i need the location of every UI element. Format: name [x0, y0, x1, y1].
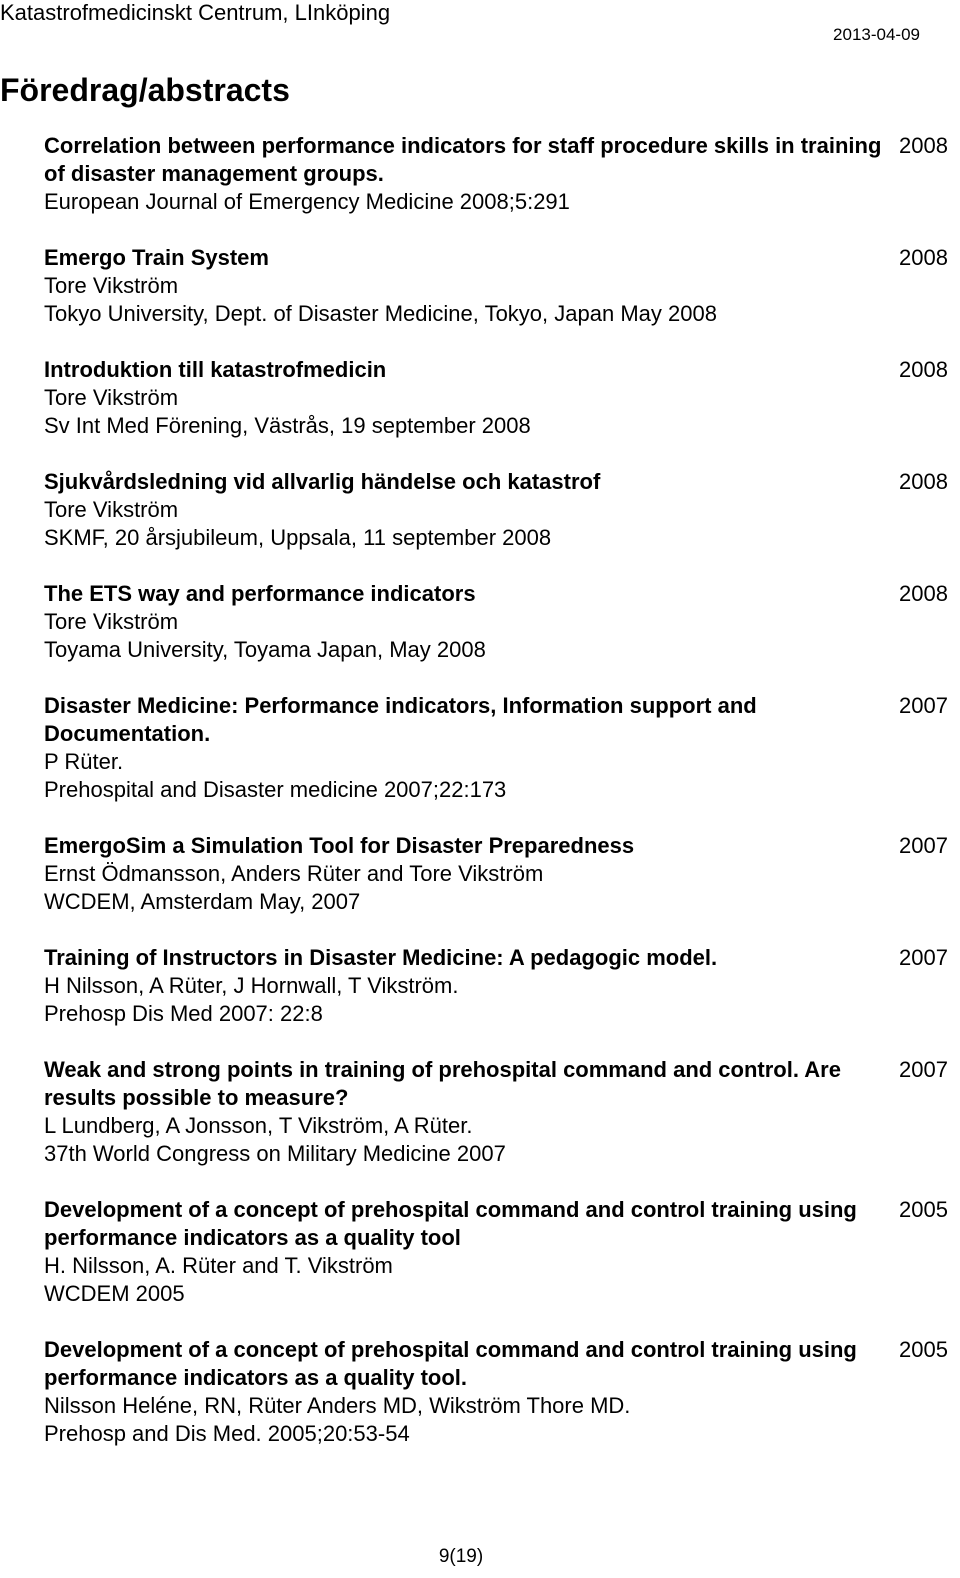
abstract-entry — [44, 1196, 956, 1308]
entry-source: Prehospital and Disaster medicine 2007;22:173 — [44, 777, 507, 802]
entry-title: Disaster Medicine: Performance indicators, Information support and Documentation. — [44, 693, 757, 746]
entry-year: 2007 — [899, 833, 948, 858]
entry-source: Toyama University, Toyama Japan, May 2008 — [44, 637, 486, 662]
entry-year: 2005 — [899, 1337, 948, 1362]
entry-year: 2008 — [899, 581, 948, 606]
entry-title: Weak and strong points in training of prehospital command and control. Are results possible to measure? — [44, 1057, 841, 1110]
entry-source: 37th World Congress on Military Medicine 2007 — [44, 1141, 506, 1166]
abstract-entry — [44, 580, 956, 664]
abstract-entry — [44, 1336, 956, 1448]
entry-title: Training of Instructors in Disaster Medicine: A pedagogic model. — [44, 945, 718, 970]
entry-title: The ETS way and performance indicators — [44, 581, 476, 606]
entry-year: 2007 — [899, 945, 948, 970]
entry-year: 2008 — [899, 133, 948, 158]
entry-source: SKMF, 20 årsjubileum, Uppsala, 11 september 2008 — [44, 525, 552, 550]
page-number: 9(19) — [438, 1546, 484, 1567]
entry-source: Tokyo University, Dept. of Disaster Medicine, Tokyo, Japan May 2008 — [44, 301, 717, 326]
entry-authors: Tore Vikström — [44, 273, 179, 298]
entry-authors: Ernst Ödmansson, Anders Rüter and Tore Vikström — [44, 861, 544, 886]
entry-title: Introduktion till katastrofmedicin — [44, 357, 387, 382]
entry-authors: Tore Vikström — [44, 385, 179, 410]
entry-title: Sjukvårdsledning vid allvarlig händelse och katastrof — [44, 469, 601, 494]
entry-title: Development of a concept of prehospital command and control training using performance indicators as a quality tool. — [44, 1337, 857, 1390]
entry-authors: H. Nilsson, A. Rüter and T. Vikström — [44, 1253, 393, 1278]
header-date: 2013-04-09 — [833, 25, 920, 44]
entry-source: Prehosp and Dis Med. 2005;20:53-54 — [44, 1421, 410, 1446]
entry-title: EmergoSim a Simulation Tool for Disaster Preparedness — [44, 833, 635, 858]
entry-authors: Tore Vikström — [44, 609, 179, 634]
entry-authors: P Rüter. — [44, 749, 124, 774]
abstract-list — [44, 132, 956, 1476]
entry-year: 2005 — [899, 1197, 948, 1222]
entry-title: Emergo Train System — [44, 245, 269, 270]
abstract-entry — [44, 244, 956, 328]
abstract-entry — [44, 692, 956, 804]
abstract-entry — [44, 132, 956, 216]
entry-year: 2008 — [899, 245, 948, 270]
page-title: Föredrag/abstracts — [0, 72, 290, 108]
abstract-entry — [44, 944, 956, 1028]
entry-authors: H Nilsson, A Rüter, J Hornwall, T Vikström. — [44, 973, 459, 998]
entry-authors: Tore Vikström — [44, 497, 179, 522]
entry-title: Correlation between performance indicators for staff procedure skills in training of disaster management groups. — [44, 133, 882, 186]
entry-authors: L Lundberg, A Jonsson, T Vikström, A Rüter. — [44, 1113, 473, 1138]
entry-source: WCDEM, Amsterdam May, 2007 — [44, 889, 361, 914]
entry-title: Development of a concept of prehospital command and control training using performance indicators as a quality tool — [44, 1197, 857, 1250]
entry-source: Sv Int Med Förening, Västrås, 19 september 2008 — [44, 413, 531, 438]
abstract-entry — [44, 832, 956, 916]
entry-source: European Journal of Emergency Medicine 2008;5:291 — [44, 189, 570, 214]
entry-year: 2008 — [899, 357, 948, 382]
entry-source: WCDEM 2005 — [44, 1281, 185, 1306]
abstract-entry — [44, 1056, 956, 1168]
abstract-entry — [44, 356, 956, 440]
entry-year: 2007 — [899, 1057, 948, 1082]
entry-year: 2008 — [899, 469, 948, 494]
header-organization: Katastrofmedicinskt Centrum, LInköping — [0, 0, 391, 25]
abstract-entry — [44, 468, 956, 552]
entry-year: 2007 — [899, 693, 948, 718]
entry-source: Prehosp Dis Med 2007: 22:8 — [44, 1001, 323, 1026]
entry-authors: Nilsson Heléne, RN, Rüter Anders MD, Wikström Thore MD. — [44, 1393, 631, 1418]
